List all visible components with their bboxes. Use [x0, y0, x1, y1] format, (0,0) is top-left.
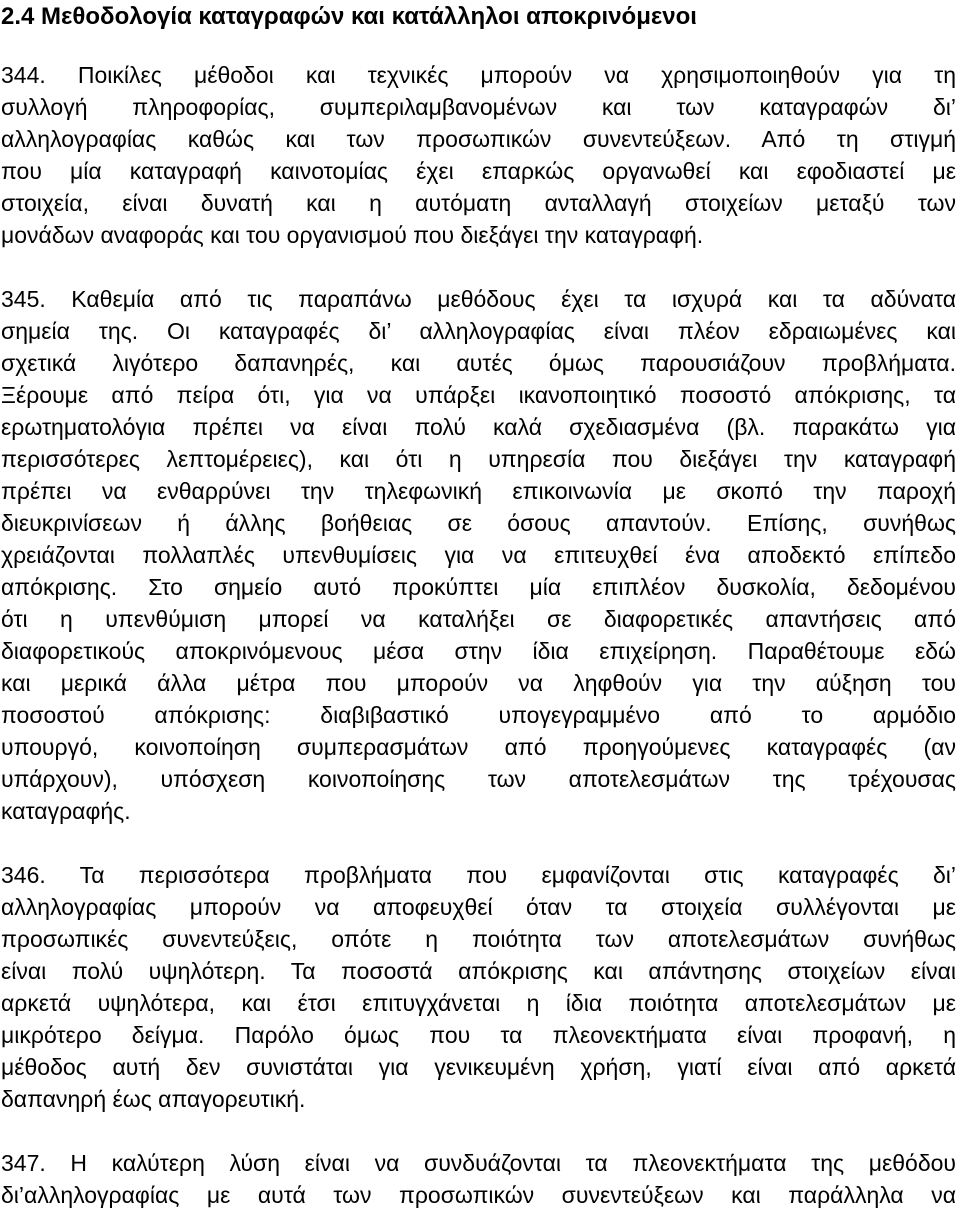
text-line: αλληλογραφίας καθώς και των προσωπικών συνεντεύξεων. Από τη στιγμή — [1, 126, 956, 152]
text-line: μικρότερο δείγμα. Παρόλο όμως που τα πλεονεκτήματα είναι προφανή, η — [1, 1022, 956, 1048]
text-line: 346. Τα περισσότερα προβλήματα που εμφανίζονται στις καταγραφές δι’ — [1, 862, 956, 888]
text-line: μέθοδος αυτή δεν συνιστάται για γενικευμένη χρήση, γιατί είναι από αρκετά — [1, 1054, 956, 1080]
text-line: καταγραφής. — [1, 798, 131, 824]
section-heading: 2.4 Μεθοδολογία καταγραφών και κατάλληλοι αποκρινόμενοι — [1, 3, 697, 30]
text-line: δαπανηρή έως απαγορευτική. — [1, 1086, 306, 1112]
text-line: Ξέρουμε από πείρα ότι, για να υπάρξει ικανοποιητικό ποσοστό απόκρισης, τα — [1, 382, 956, 408]
text-line: υπάρχουν), υπόσχεση κοινοποίησης των αποτελεσμάτων της τρέχουσας — [1, 766, 956, 792]
text-line: απόκρισης. Στο σημείο αυτό προκύπτει μία επιπλέον δυσκολία, δεδομένου — [1, 574, 956, 600]
text-line: σημεία της. Οι καταγραφές δι’ αλληλογραφίας είναι πλέον εδραιωμένες και — [1, 318, 956, 344]
text-line: σχετικά λιγότερο δαπανηρές, και αυτές όμως παρουσιάζουν προβλήματα. — [1, 350, 956, 376]
text-line: ποσοστού απόκρισης: διαβιβαστικό υπογεγραμμένο από το αρμόδιο — [1, 702, 956, 728]
text-line: ερωτηματολόγια πρέπει να είναι πολύ καλά σχεδιασμένα (βλ. παρακάτω για — [1, 414, 956, 440]
text-line: προσωπικές συνεντεύξεις, οπότε η ποιότητα των αποτελεσμάτων συνήθως — [1, 926, 956, 952]
text-line: δι’αλληλογραφίας με αυτά των προσωπικών συνεντεύξεων και παράλληλα να — [1, 1182, 956, 1208]
text-line: αλληλογραφίας μπορούν να αποφευχθεί όταν τα στοιχεία συλλέγονται με — [1, 894, 956, 920]
text-line: στοιχεία, είναι δυνατή και η αυτόματη ανταλλαγή στοιχείων μεταξύ των — [1, 190, 956, 216]
text-line: 347. Η καλύτερη λύση είναι να συνδυάζονται τα πλεονεκτήματα της μεθόδου — [1, 1150, 956, 1176]
text-line: διευκρινίσεων ή άλλης βοήθειας σε όσους απαντούν. Επίσης, συνήθως — [1, 510, 956, 536]
text-line: διαφορετικούς αποκρινόμενους μέσα στην ίδια επιχείρηση. Παραθέτουμε εδώ — [1, 638, 956, 664]
text-line: ότι η υπενθύμιση μπορεί να καταλήξει σε διαφορετικές απαντήσεις από — [1, 606, 956, 632]
text-line: που μία καταγραφή καινοτομίας έχει επαρκώς οργανωθεί και εφοδιαστεί με — [1, 158, 956, 184]
text-line: 344. Ποικίλες μέθοδοι και τεχνικές μπορούν να χρησιμοποιηθούν για τη — [1, 62, 956, 88]
text-line: είναι πολύ υψηλότερη. Τα ποσοστά απόκρισης και απάντησης στοιχείων είναι — [1, 958, 956, 984]
text-line: χρειάζονται πολλαπλές υπενθυμίσεις για να επιτευχθεί ένα αποδεκτό επίπεδο — [1, 542, 956, 568]
text-line: 345. Καθεμία από τις παραπάνω μεθόδους έχει τα ισχυρά και τα αδύνατα — [1, 286, 956, 312]
text-line: περισσότερες λεπτομέρειες), και ότι η υπηρεσία που διεξάγει την καταγραφή — [1, 446, 956, 472]
text-line: συλλογή πληροφορίας, συμπεριλαμβανομένων και των καταγραφών δι’ — [1, 94, 956, 120]
text-line: και μερικά άλλα μέτρα που μπορούν να ληφθούν για την αύξηση του — [1, 670, 956, 696]
text-line: πρέπει να ενθαρρύνει την τηλεφωνική επικοινωνία με σκοπό την παροχή — [1, 478, 956, 504]
text-line: αρκετά υψηλότερα, και έτσι επιτυγχάνεται η ίδια ποιότητα αποτελεσμάτων με — [1, 990, 956, 1016]
text-line: μονάδων αναφοράς και του οργανισμού που διεξάγει την καταγραφή. — [1, 222, 704, 248]
text-line: υπουργό, κοινοποίηση συμπερασμάτων από προηγούμενες καταγραφές (αν — [1, 734, 956, 760]
